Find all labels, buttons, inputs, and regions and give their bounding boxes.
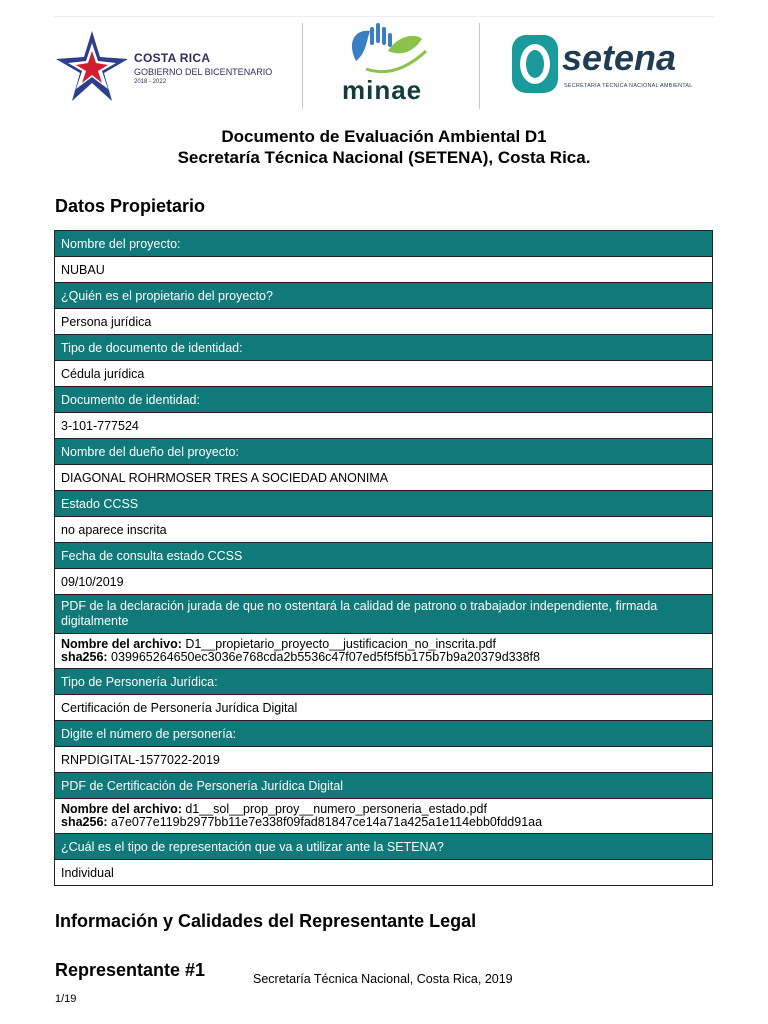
field-value: no aparece inscrita xyxy=(55,517,713,543)
costa-rica-star-icon xyxy=(54,29,130,105)
file-name-label: Nombre del archivo: xyxy=(61,802,182,816)
field-label: ¿Cuál es el tipo de representación que va a utilizar ante la SETENA? xyxy=(55,834,713,860)
field-value: Cédula jurídica xyxy=(55,361,713,387)
sha-label: sha256: xyxy=(61,815,108,829)
minae-logo xyxy=(322,21,452,111)
section-heading-owner: Datos Propietario xyxy=(55,196,206,216)
cr-years: 2018 - 2022 xyxy=(134,79,167,85)
file-attachment xyxy=(55,634,713,669)
field-value: Individual xyxy=(55,860,713,886)
file-name: d1__sol__prop_proy__numero_personeria_estado.pdf xyxy=(185,802,487,816)
setena-emblem-icon xyxy=(510,33,560,95)
field-value: DIAGONAL ROHRMOSER TRES A SOCIEDAD ANONIMA xyxy=(55,465,713,491)
sha-value: 039965264650ec3036e768cda2b5536c47f07ed5f5f5b175b7b9a20379d338f8 xyxy=(111,650,540,664)
cr-subtitle: GOBIERNO DEL BICENTENARIO xyxy=(134,67,273,77)
page-header xyxy=(54,16,714,113)
title-line-1: Documento de Evaluación Ambiental D1 xyxy=(221,127,547,146)
field-label: Fecha de consulta estado CCSS xyxy=(55,543,713,569)
field-label: Estado CCSS xyxy=(55,491,713,517)
owner-data-table xyxy=(54,230,713,886)
field-value: 3-101-777524 xyxy=(55,413,713,439)
setena-wordmark: setena xyxy=(562,37,677,78)
page-footer: Secretaría Técnica Nacional, Costa Rica, 2019 xyxy=(253,972,513,986)
field-value: Certificación de Personería Jurídica Digital xyxy=(55,695,713,721)
costa-rica-logo xyxy=(54,27,294,107)
setena-logo xyxy=(510,33,715,103)
field-label: Digite el número de personería: xyxy=(55,721,713,747)
header-divider xyxy=(302,23,303,109)
field-label: Nombre del proyecto: xyxy=(55,231,713,257)
section-heading-rep-1: Representante #1 xyxy=(55,960,206,980)
field-label: PDF de Certificación de Personería Jurídica Digital xyxy=(55,773,713,799)
setena-subtitle: SECRETARÍA TÉCNICA NACIONAL AMBIENTAL xyxy=(564,83,693,89)
title-line-2: Secretaría Técnica Nacional (SETENA), Costa Rica. xyxy=(177,148,591,167)
field-label: PDF de la declaración jurada de que no ostentará la calidad de patrono o trabajador independiente, firmada digitalmente xyxy=(55,595,713,634)
field-label: Tipo de Personería Jurídica: xyxy=(55,669,713,695)
field-label: Tipo de documento de identidad: xyxy=(55,335,713,361)
field-label: Documento de identidad: xyxy=(55,387,713,413)
field-value: 09/10/2019 xyxy=(55,569,713,595)
file-name: D1__propietario_proyecto__justificacion_no_inscrita.pdf xyxy=(185,637,496,651)
field-value: RNPDIGITAL-1577022-2019 xyxy=(55,747,713,773)
minae-wordmark: minae xyxy=(342,75,423,105)
file-name-label: Nombre del archivo: xyxy=(61,637,182,651)
sha-label: sha256: xyxy=(61,650,108,664)
field-label: ¿Quién es el propietario del proyecto? xyxy=(55,283,713,309)
minae-leaf-icon xyxy=(326,21,446,81)
field-value: Persona jurídica xyxy=(55,309,713,335)
cr-title: COSTA RICA xyxy=(134,51,211,65)
page-number: 1/19 xyxy=(55,993,77,1005)
section-heading-legal-rep: Información y Calidades del Representante Legal xyxy=(55,911,477,931)
file-attachment xyxy=(55,799,713,834)
document-title xyxy=(0,126,768,168)
field-label: Nombre del dueño del proyecto: xyxy=(55,439,713,465)
sha-value: a7e077e119b2977bb11e7e338f09fad81847ce14a71a425a1e114ebb0fdd91aa xyxy=(111,815,543,829)
header-divider xyxy=(479,23,480,109)
field-value: NUBAU xyxy=(55,257,713,283)
